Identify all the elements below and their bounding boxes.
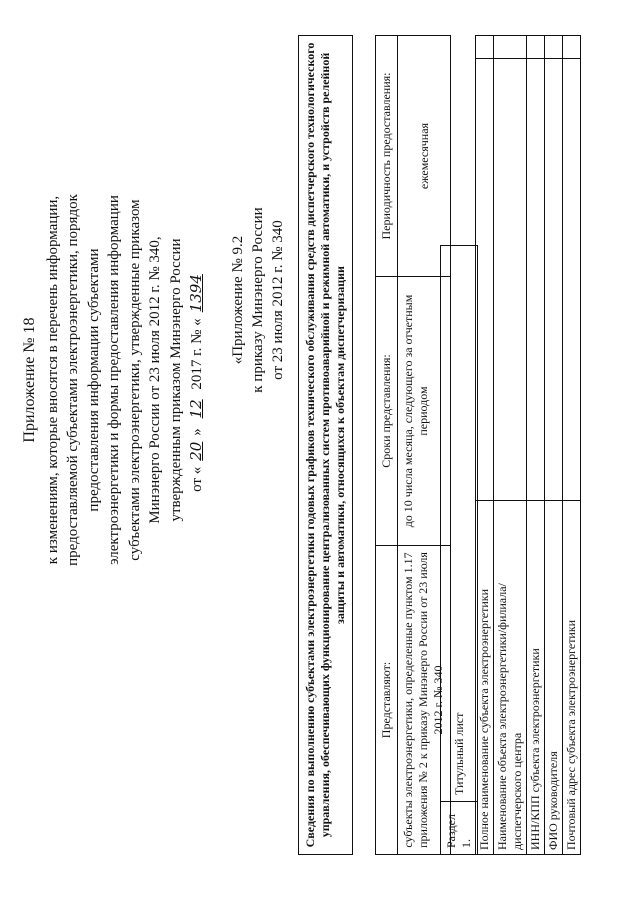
frequency-value: ежемесячная: [398, 36, 451, 277]
value-cell: [494, 36, 527, 59]
report-caption: Сведения по выполнению субъектами электроэнергетики годовых графиков технического обслуживания средств диспетчерского технологического управления, обеспечивающих функционирование централизованных систем противоаварийной и режимной автоматики, и устройств релейной защиты и автоматики, относящихся к объектам диспетчеризации: [299, 36, 353, 855]
value-cell: [563, 59, 581, 501]
annex-line: от 23 июля 2012 г. № 340: [270, 220, 286, 380]
header-line: субъектами электроэнергетики, утвержденные приказом: [126, 199, 143, 561]
order-month: 12: [187, 399, 205, 419]
header-line: предоставляемой субъектами электроэнергетики, порядок: [65, 194, 81, 566]
header-line: Минэнерго России от 23 июля 2012 г. № 340,: [147, 236, 163, 524]
appendix-header: [20, 80, 208, 680]
appendix-title: Приложение № 18: [21, 317, 38, 443]
order-year: 2017 г. № «: [189, 318, 205, 390]
table-row: [545, 36, 563, 855]
value-cell: [476, 59, 494, 501]
annex-reference: [228, 135, 288, 465]
row-object-name: Наименование объекта электроэнергетики/филиала/диспетчерского центра: [494, 501, 527, 855]
value-cell: [527, 59, 545, 501]
order-mid: »: [189, 428, 205, 436]
deadline-value: до 10 числа месяца, следующего за отчетным периодом: [398, 277, 451, 546]
value-cell: [545, 36, 563, 59]
column-header-submitters: Представляют:: [376, 546, 398, 855]
annex-title: «Приложение № 9.2: [230, 235, 246, 365]
title-sheet-table: [475, 35, 581, 855]
table-row: [563, 36, 581, 855]
order-prefix: от «: [189, 466, 205, 492]
value-cell: [527, 36, 545, 59]
column-header-frequency: Периодичность предоставления:: [376, 36, 398, 277]
row-full-name: Полное наименование субъекта электроэнергетики: [476, 501, 494, 855]
order-date-line: [186, 80, 208, 680]
table-row: [476, 36, 494, 855]
table-row: [527, 36, 545, 855]
value-cell: [545, 59, 563, 501]
value-cell: [476, 36, 494, 59]
header-line: электроэнергетики и формы предоставления информации: [106, 195, 122, 565]
order-number: 1394: [187, 274, 205, 313]
report-info-table: [298, 35, 451, 855]
annex-line: к приказу Минэнерго России: [250, 207, 266, 393]
value-cell: [563, 36, 581, 59]
row-director: ФИО руководителя: [545, 501, 563, 855]
header-line: предоставления информации субъектами: [85, 248, 102, 512]
section-name: Титульный лист: [441, 246, 478, 802]
submitters-value: субъекты электроэнергетики, определенные пунктом 1.17 приложения № 2 к приказу Минэнерго России от 23 июля 2012 г. № 340: [398, 546, 451, 855]
row-inn-kpp: ИНН/КПП субъекта электроэнергетики: [527, 501, 545, 855]
row-postal-address: Почтовый адрес субъекта электроэнергетики: [563, 501, 581, 855]
order-day: 20: [187, 441, 205, 461]
column-header-deadline: Сроки представления:: [376, 277, 398, 546]
header-line: утвержденным приказом Минэнерго России: [167, 238, 184, 522]
section-table: [440, 245, 478, 855]
table-row: [494, 36, 527, 855]
section-label: Раздел 1.: [441, 802, 478, 855]
header-line: к изменениям, которые вносятся в перечень информации,: [44, 195, 61, 565]
value-cell: [494, 59, 527, 501]
